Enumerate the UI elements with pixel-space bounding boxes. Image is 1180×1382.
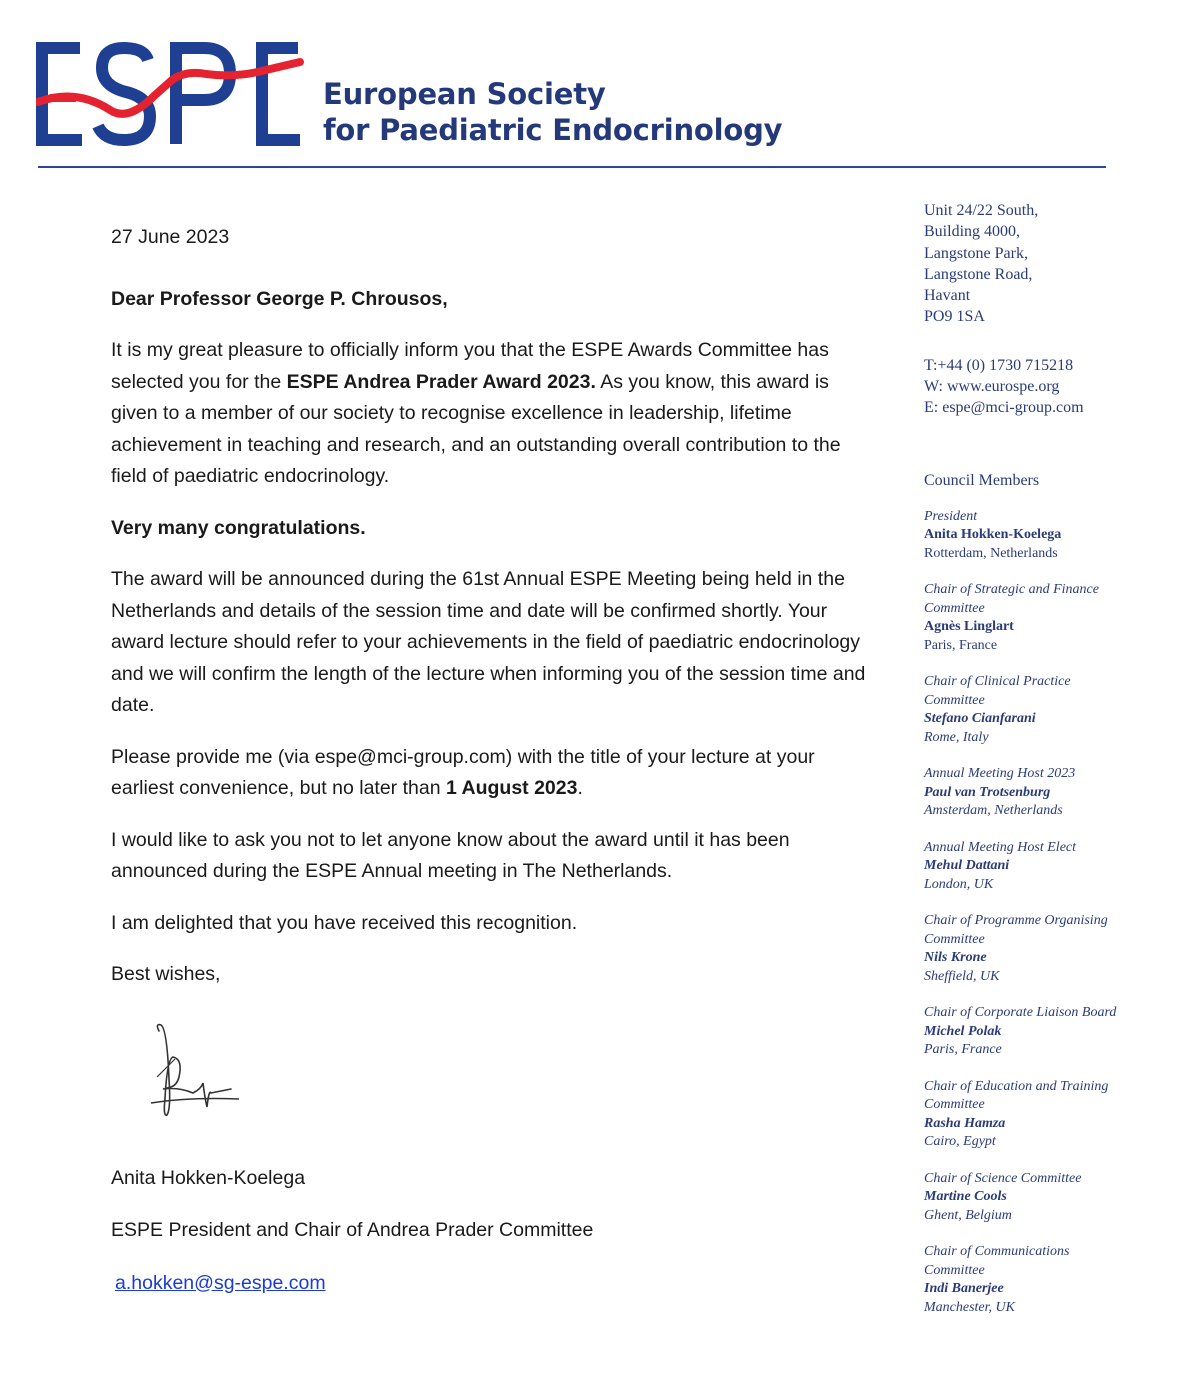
signer-title: ESPE President and Chair of Andrea Prader Committee [111,1219,594,1241]
member-location: Amsterdam, Netherlands [924,803,1063,819]
council-member [924,765,1164,821]
member-name: Indi Banerjee [924,1281,1004,1297]
member-location: Paris, France [924,1042,1002,1058]
organization-name-line2: for Paediatric Endocrinology [323,113,783,147]
salutation: Dear Professor George P. Chrousos, [111,287,448,310]
closing: Best wishes, [111,963,221,985]
member-role: Chair of Strategic and Finance [924,582,1099,598]
council-member [924,912,1164,986]
member-role: Chair of Education and Training [924,1078,1109,1094]
member-name: Agnès Linglart [924,619,1014,635]
member-name: Michel Polak [924,1023,1002,1039]
organization-name-line1: European Society [323,77,606,111]
member-role: Chair of Programme Organising [924,913,1108,929]
council-member [924,508,1164,564]
address-line: Langstone Park, [924,244,1028,262]
council-member [924,1078,1164,1152]
member-role: Committee [924,931,985,947]
organization-name [323,76,782,148]
address-line: Langstone Road, [924,265,1033,283]
address-line: PO9 1SA [924,308,985,326]
member-role: Chair of Corporate Liaison Board [924,1005,1117,1021]
member-role: Chair of Clinical Practice [924,674,1071,690]
member-name: Nils Krone [924,950,987,966]
member-role: Committee [924,1262,985,1278]
member-name: Martine Cools [924,1189,1007,1205]
council-member [924,581,1164,655]
member-name: Rasha Hamza [924,1115,1006,1131]
paragraph-announcement: The award will be announced during the 61st Annual ESPE Meeting being held in the Netherlands and details of the session time and date will be confirmed shortly. Your award lecture should refer to your achievements in the field of paediatric endocrinology and we will confirm the length of the lecture when informing you of the session time and date. [111,568,866,716]
paragraph-delighted: I am delighted that you have received this recognition. [111,911,578,934]
council-member [924,1170,1164,1226]
paragraph-award-text-b: As you know, this award is given to a member of our society to recognise excellence in leadership, lifetime achievement in teaching and research, and an outstanding overall contribution to the field of paediatric endocrinology. [111,370,841,487]
espe-logo [36,40,306,148]
member-role: Chair of Communications [924,1244,1070,1260]
paragraph-award [111,335,871,493]
member-location: Manchester, UK [924,1299,1015,1315]
council-member [924,1243,1164,1317]
address-line: Building 4000, [924,223,1021,241]
member-location: Sheffield, UK [924,968,1000,984]
signer-email-link[interactable]: a.hokken@sg-espe.com [115,1271,326,1294]
address-line: Unit 24/22 South, [924,202,1039,219]
congratulations: Very many congratulations. [111,516,366,539]
signer-name: Anita Hokken-Koelega [111,1166,306,1189]
member-name: Paul van Trotsenburg [924,784,1051,800]
letter-date: 27 June 2023 [111,226,230,248]
postal-address [924,200,1164,328]
council-member [924,839,1164,895]
paragraph-award-text-a: It is my great pleasure to officially inform you that the ESPE Awards Committee has selected you for the [111,339,829,393]
member-location: Paris, France [924,637,998,653]
council-member [924,673,1164,747]
sidebar [924,200,1164,1317]
member-role: Committee [924,692,985,708]
member-location: Rotterdam, Netherlands [924,545,1058,561]
address-line: Havant [924,287,971,305]
member-name: Anita Hokken-Koelega [924,527,1062,543]
member-name: Stefano Cianfarani [924,711,1036,727]
contact-website: W: www.eurospe.org [924,378,1060,396]
contact-info [924,355,1164,419]
member-role: Annual Meeting Host 2023 [924,766,1076,782]
deadline-date: 1 August 2023 [445,777,578,799]
member-location: Cairo, Egypt [924,1134,996,1150]
signature [149,1019,249,1117]
member-role: Committee [924,1097,985,1113]
letter-body [111,222,871,1299]
council-member [924,1004,1164,1060]
member-role: Committee [924,600,985,616]
header-divider [38,166,1106,168]
member-role: Annual Meeting Host Elect [924,839,1077,855]
member-name: Mehul Dattani [924,858,1010,874]
member-role: President [924,508,978,524]
member-location: Ghent, Belgium [924,1207,1012,1223]
member-role: Chair of Science Committee [924,1170,1082,1186]
paragraph-lecture-title [111,742,871,805]
member-location: London, UK [924,876,994,892]
award-name: ESPE Andrea Prader Award 2023. [286,370,596,393]
council-members-heading: Council Members [924,471,1040,489]
council-members-list [924,508,1164,1318]
contact-email: E: espe@mci-group.com [924,399,1084,417]
member-location: Rome, Italy [924,729,989,745]
contact-phone: T:+44 (0) 1730 715218 [924,356,1074,374]
paragraph-lecture-text-b: . [577,777,583,799]
paragraph-confidentiality: I would like to ask you not to let anyone know about the award until it has been announced during the ESPE Annual meeting in The Netherlands. [111,828,790,882]
paragraph-lecture-text-a: Please provide me (via espe@mci-group.com) with the title of your lecture at your earliest convenience, but no later than [111,745,815,799]
